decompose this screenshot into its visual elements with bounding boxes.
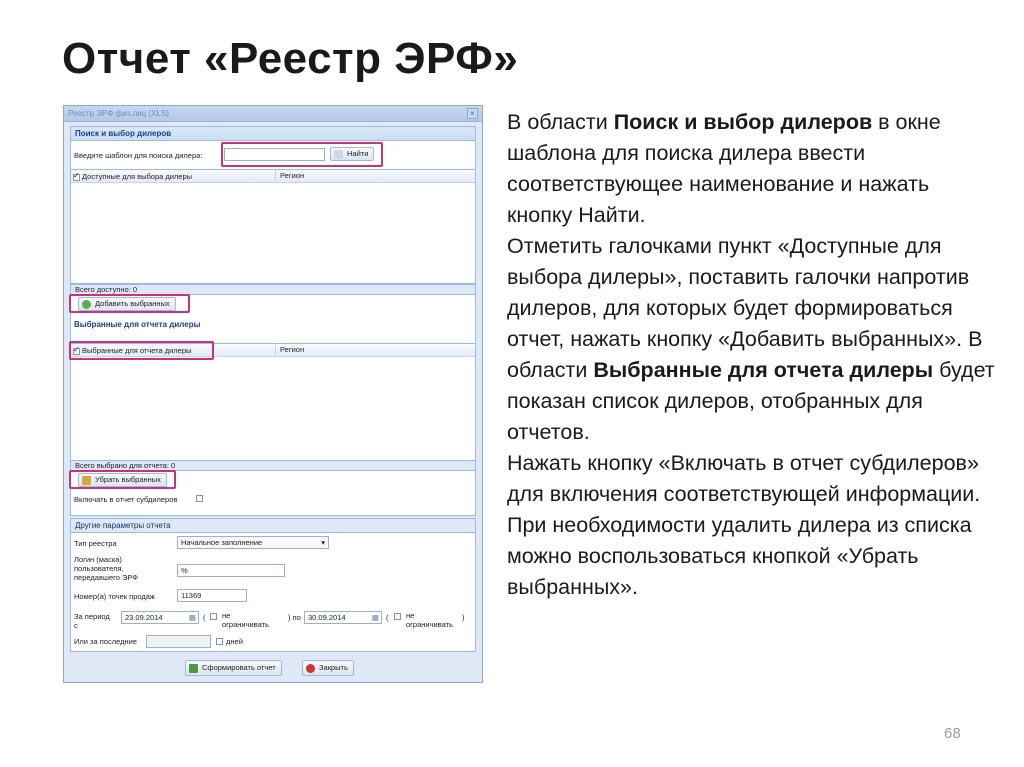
last-days-checkbox[interactable]	[216, 638, 223, 645]
report-window	[63, 105, 483, 683]
close-icon[interactable]: ×	[467, 108, 478, 119]
available-dealers-grid	[70, 169, 476, 284]
instruction-paragraph-3: Нажать кнопку «Включать в отчет субдилеров» для включения соответствующей информации.	[507, 451, 981, 506]
window-title: Реестр ЭРФ физ.лиц (XLS)	[68, 109, 169, 118]
report-icon	[189, 664, 198, 673]
date-from-input[interactable]: 23.09.2014 ▦	[121, 611, 199, 624]
page-number: 68	[944, 725, 961, 742]
last-days-input[interactable]	[146, 635, 211, 648]
login-label: Логин (маска) пользователя, передавшего ЭРФ	[74, 555, 138, 582]
highlight-selected-header	[69, 341, 214, 360]
generate-report-label: Сформировать отчет	[202, 663, 276, 672]
period-label: За период с	[74, 612, 110, 630]
highlight-add	[69, 294, 190, 313]
include-subdealers-label: Включать в отчет субдилеров	[74, 495, 178, 504]
available-total: Всего доступно: 0	[70, 284, 476, 295]
close-icon	[306, 664, 315, 673]
unlimited-to-checkbox[interactable]	[394, 613, 401, 620]
chevron-down-icon: ▾	[321, 538, 325, 547]
instruction-paragraph-4: При необходимости удалить дилера из списка можно воспользоваться кнопкой «Убрать выбранных».	[507, 513, 972, 599]
available-col-region: Регион	[275, 170, 304, 180]
registry-type-select[interactable]: Начальное заполнение ▾	[177, 536, 329, 549]
calendar-icon[interactable]: ▦	[371, 613, 379, 622]
generate-report-button[interactable]	[185, 660, 282, 676]
selected-dealers-grid	[70, 343, 476, 461]
dealer-search-header: Поиск и выбор дилеров	[71, 127, 475, 141]
selected-dealers-header: Выбранные для отчета дилеры	[74, 320, 201, 329]
pos-label: Номер(а) точек продаж	[74, 592, 155, 601]
search-label: Введите шаблон для поиска дилера:	[74, 151, 203, 160]
login-mask-input[interactable]: %	[177, 564, 285, 577]
unlimited-from-label: не ограничивать	[222, 611, 269, 629]
other-params-header: Другие параметры отчета	[71, 519, 475, 533]
paren-close-to: ) по	[288, 613, 301, 622]
available-grid-header	[71, 170, 475, 183]
instruction-paragraph-2: Отметить галочками пункт «Доступные для выбора дилеры», поставить галочки напротив дилеров, для которых будет формироваться отчет, нажать кнопку «Добавить выбранных». В области Выбранные для отчета дилеры будет показан список дилеров, отобранных для отчетов.	[507, 234, 995, 444]
selected-col-name[interactable]: ✓Выбранные для отчета дилеры	[73, 346, 191, 355]
registry-type-label: Тип реестра	[74, 539, 117, 548]
instruction-paragraph-1: В области Поиск и выбор дилеров в окне шаблона для поиска дилера ввести соответствующее наименование и нажать кнопку Найти.	[507, 110, 941, 227]
selected-col-region: Регион	[275, 344, 304, 354]
calendar-icon[interactable]: ▦	[188, 613, 196, 622]
find-button-label: Найти	[347, 149, 369, 158]
slide-title: Отчет «Реестр ЭРФ»	[62, 34, 519, 83]
window-titlebar	[64, 106, 482, 122]
highlight-remove	[69, 470, 176, 489]
days-label: дней	[226, 637, 243, 646]
paren-open-to: (	[386, 613, 389, 622]
selected-total: Всего выбрано для отчета: 0	[70, 460, 476, 471]
instructions-text	[507, 107, 997, 603]
pos-number-input[interactable]: 11369	[177, 589, 247, 602]
paren-close: )	[462, 613, 465, 622]
select-all-available-checkbox[interactable]	[73, 174, 80, 181]
date-to-input[interactable]: 30.09.2014 ▦	[304, 611, 382, 624]
unlimited-from-checkbox[interactable]	[210, 613, 217, 620]
last-days-label: Или за последние	[74, 637, 137, 646]
close-button[interactable]	[302, 660, 354, 676]
include-subdealers-checkbox[interactable]	[196, 495, 203, 502]
close-button-label: Закрыть	[319, 663, 348, 672]
remove-selected-label: Убрать выбранных	[95, 475, 161, 484]
add-selected-label: Добавить выбранных	[95, 299, 170, 308]
paren-open-from: (	[203, 613, 206, 622]
available-col-name[interactable]: ✓Доступные для выбора дилеры	[73, 172, 192, 181]
highlight-search	[221, 142, 383, 167]
unlimited-to-label: не ограничивать	[406, 611, 453, 629]
